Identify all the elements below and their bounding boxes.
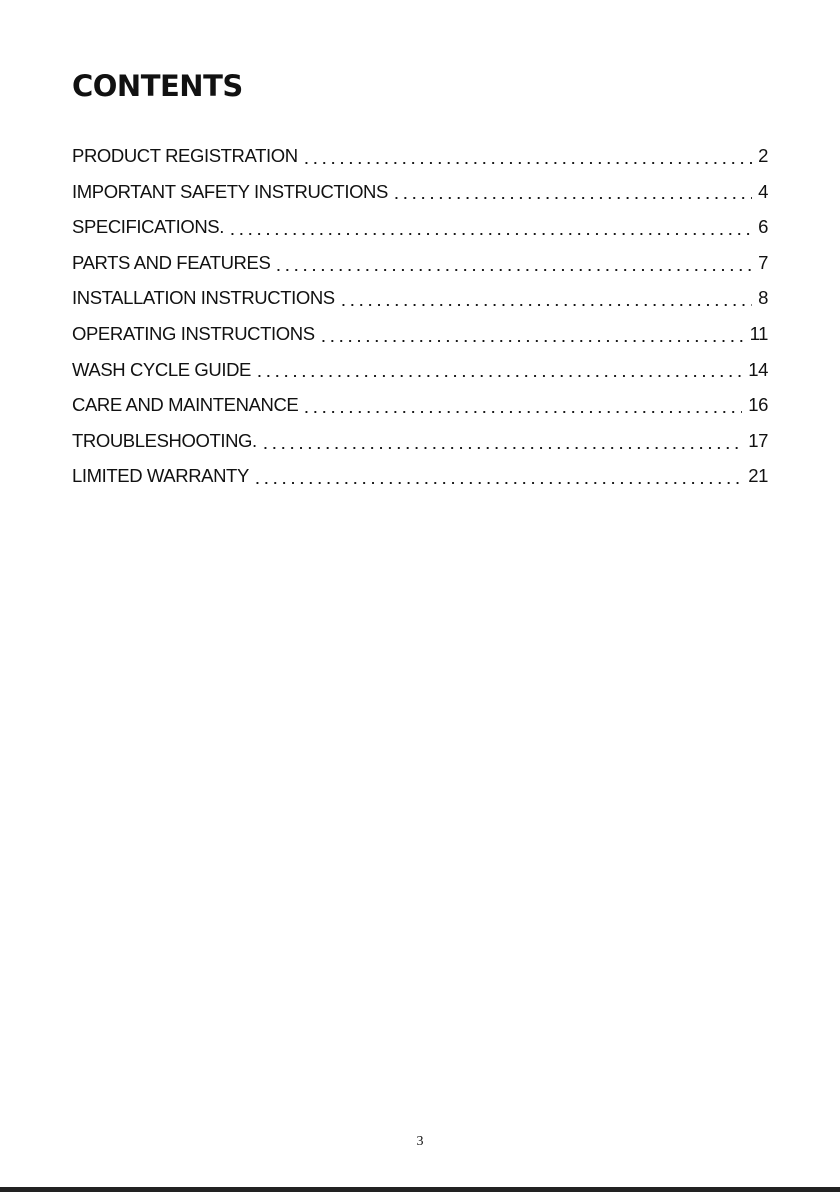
- toc-entry-care-and-maintenance[interactable]: [72, 387, 768, 423]
- contents-heading: CONTENTS: [72, 69, 243, 103]
- toc-dot-leader: [228, 233, 752, 235]
- toc-dot-leader: [253, 482, 742, 484]
- toc-entry-parts-and-features[interactable]: [72, 245, 768, 281]
- toc-entry-troubleshooting[interactable]: [72, 423, 768, 459]
- toc-entry-title: CARE AND MAINTENANCE: [72, 394, 299, 416]
- toc-entry-page: 11: [749, 322, 768, 344]
- toc-dot-leader: [392, 197, 752, 199]
- toc-entry-title: PARTS AND FEATURES: [72, 251, 271, 273]
- toc-dot-leader: [302, 411, 742, 413]
- toc-entry-page: 21: [748, 465, 768, 487]
- toc-entry-page: 6: [758, 216, 768, 238]
- toc-entry-title: INSTALLATION INSTRUCTIONS: [72, 287, 335, 309]
- toc-entry-product-registration[interactable]: [72, 138, 768, 174]
- toc-entry-title: WASH CYCLE GUIDE: [72, 358, 251, 380]
- toc-entry-page: 16: [748, 394, 768, 416]
- toc-dot-leader: [339, 304, 752, 306]
- toc-entry-page: 7: [758, 251, 768, 273]
- bottom-border-rule: [0, 1187, 840, 1192]
- toc-entry-title: SPECIFICATIONS.: [72, 216, 224, 238]
- toc-dot-leader: [302, 162, 752, 164]
- toc-entry-specifications[interactable]: [72, 209, 768, 245]
- toc-entry-title: OPERATING INSTRUCTIONS: [72, 322, 315, 344]
- toc-entry-page: 14: [748, 358, 768, 380]
- toc-entry-important-safety-instructions[interactable]: [72, 174, 768, 210]
- toc-entry-operating-instructions[interactable]: [72, 316, 768, 352]
- toc-dot-leader: [274, 269, 752, 271]
- toc-entry-wash-cycle-guide[interactable]: [72, 352, 768, 388]
- toc-dot-leader: [319, 340, 744, 342]
- toc-dot-leader: [261, 447, 742, 449]
- toc-entry-page: 4: [758, 180, 768, 202]
- toc-entry-title: PRODUCT REGISTRATION: [72, 145, 298, 166]
- toc-entry-title: IMPORTANT SAFETY INSTRUCTIONS: [72, 180, 388, 202]
- toc-entry-title: LIMITED WARRANTY: [72, 465, 249, 487]
- page-number: 3: [416, 1134, 424, 1149]
- toc-entry-page: 17: [748, 429, 768, 451]
- toc-entry-page: 8: [758, 287, 768, 309]
- toc-entry-installation-instructions[interactable]: [72, 280, 768, 316]
- toc-entry-limited-warranty[interactable]: [72, 458, 768, 494]
- toc-dot-leader: [255, 375, 742, 377]
- toc-entry-title: TROUBLESHOOTING.: [72, 429, 257, 451]
- table-of-contents: [72, 138, 768, 494]
- toc-entry-page: 2: [758, 145, 768, 166]
